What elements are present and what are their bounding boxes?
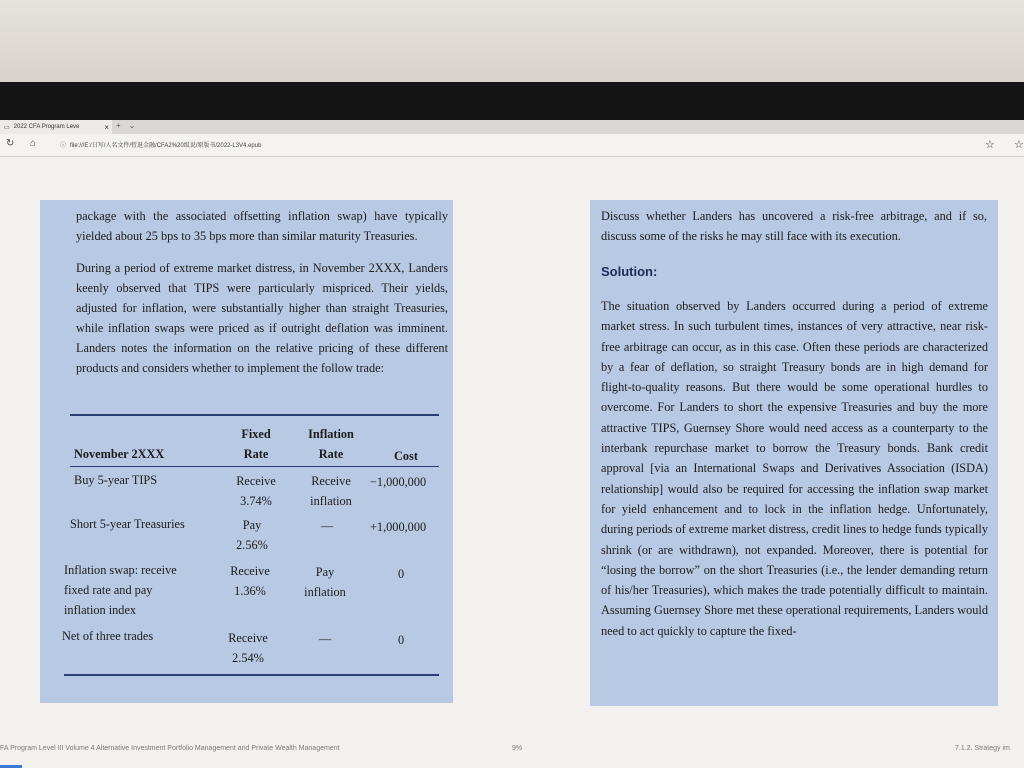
solution-text: The situation observed by Landers occurred during a period of extreme market stress. In such turbulent times, instances of very attractive, near risk-free arbitrage can occur, as in this case. Often these periods are characterized by a fear of deflation, so straight Treasury bonds are in high demand for flight-to-quality reasons. But there would be some operational hurdles to overcome. For Landers to short the expensive Treasuries and buy the more attractive TIPS, Guernsey Shore would need access as a counterparty to the interbank repurchase market to borrow the Treasury bonds. Bank credit approval [via an International Swaps and Derivatives Association (ISDA) relationship] would also be required for accessing the inflation swap market for yield enhancement and to lock in the inflation hedge. Unfortunately, during periods of extreme market distress, credit lines to hedge funds typically shrink (or are withdrawn), not expanded. Moreover, there is potential for “losing the borrow” on the short Treasuries (i.e., the lender demanding return of his/her Treasuries), which makes the trade potentially difficult to maintain. Assuming Guernsey Shore met these operational requirements, Landers would need to act quickly to capture the fixed- bbox=[601, 299, 988, 638]
tab-bar bbox=[0, 120, 1024, 134]
favorite-star-icon[interactable]: ☆ bbox=[985, 139, 995, 151]
table-top-rule bbox=[70, 414, 439, 416]
monitor-bezel bbox=[0, 82, 1024, 120]
row-label-3: inflation index bbox=[64, 603, 137, 617]
row-fixed-rate: 2.54% bbox=[232, 651, 264, 665]
question-panel bbox=[590, 200, 998, 706]
header-fixed-bottom: Rate bbox=[243, 447, 269, 461]
row-inflation: Pay bbox=[315, 565, 335, 579]
page-icon: ▭ bbox=[4, 124, 10, 131]
book-title-footer: FA Program Level III Volume 4 Alternative Investment Portfolio Management and Private Wealth Management bbox=[0, 745, 340, 752]
section-footer: 7.1.2. Strategy im bbox=[955, 745, 1010, 752]
header-cost: Cost bbox=[394, 449, 418, 463]
row-cost: 0 bbox=[398, 633, 405, 647]
table-bottom-rule bbox=[64, 674, 439, 676]
row-label: Buy 5-year TIPS bbox=[74, 473, 158, 487]
progress-percent: 9% bbox=[512, 745, 523, 752]
header-inflation-top: Inflation bbox=[308, 427, 354, 441]
paragraph-scenario: During a period of extreme market distress, in November 2XXX, Landers keenly observed that TIPS were particularly mispriced. Their yields, adjusted for inflation, were substantially higher than straight Treasuries, while inflation swaps were priced as if outright deflation was imminent. Landers notes the information on the relative pricing of these different products and considers whether to implement the follow trade: bbox=[76, 261, 448, 375]
row-inflation-2: inflation bbox=[310, 494, 352, 508]
solution-heading: Solution: bbox=[601, 264, 658, 279]
refresh-icon[interactable]: ↻ bbox=[6, 138, 15, 149]
row-fixed-rate: 2.56% bbox=[236, 538, 268, 552]
wall-background bbox=[0, 0, 1024, 82]
row-label: Net of three trades bbox=[62, 629, 154, 643]
row-fixed: Pay bbox=[242, 518, 262, 532]
paragraph-continuation: package with the associated offsetting inflation swap) have typically yielded about 25 bps to 35 bps more than similar maturity Treasuries. bbox=[76, 209, 448, 243]
file-info-icon[interactable]: ⓘ bbox=[60, 143, 67, 149]
url-field[interactable]: file:///E:/日写/人名文件/暂退金融/CFA2%20级说/原版书/2022-L3V4.epub bbox=[70, 143, 262, 149]
row-inflation: — bbox=[318, 632, 332, 646]
home-icon[interactable]: ⌂ bbox=[30, 138, 37, 149]
row-fixed: Receive bbox=[236, 474, 276, 488]
browser-window bbox=[0, 120, 1024, 768]
favorites-bar-icon[interactable]: ☆ bbox=[1014, 139, 1024, 151]
row-inflation: — bbox=[320, 519, 334, 533]
row-label: Short 5-year Treasuries bbox=[70, 517, 185, 531]
row-cost: −1,000,000 bbox=[370, 475, 427, 489]
row-cost: 0 bbox=[398, 567, 405, 581]
row-fixed: Receive bbox=[228, 631, 268, 645]
row-label-2: fixed rate and pay bbox=[64, 583, 153, 597]
address-bar bbox=[0, 134, 1024, 157]
row-inflation-2: inflation bbox=[304, 585, 346, 599]
question-text: Discuss whether Landers has uncovered a risk-free arbitrage, and if so, discuss some of the risks he may still face with its execution. bbox=[601, 209, 987, 243]
close-tab-icon[interactable]: × bbox=[104, 122, 109, 132]
tab-epub[interactable] bbox=[0, 120, 112, 134]
row-fixed: Receive bbox=[230, 564, 270, 578]
table-header-rule bbox=[70, 466, 439, 467]
header-inflation-bottom: Rate bbox=[318, 447, 344, 461]
exhibit-panel bbox=[40, 200, 453, 703]
row-fixed-rate: 3.74% bbox=[240, 494, 272, 508]
tab-title: 2022 CFA Program Leve bbox=[13, 124, 80, 130]
row-label: Inflation swap: receive bbox=[64, 563, 177, 577]
header-date: November 2XXX bbox=[74, 447, 165, 461]
row-inflation: Receive bbox=[311, 474, 351, 488]
new-tab-button[interactable]: + bbox=[116, 121, 121, 130]
row-cost: +1,000,000 bbox=[370, 520, 427, 534]
row-fixed-rate: 1.36% bbox=[234, 584, 266, 598]
tab-menu-chevron-icon[interactable]: ⌄ bbox=[128, 121, 136, 130]
header-fixed-top: Fixed bbox=[241, 427, 271, 441]
